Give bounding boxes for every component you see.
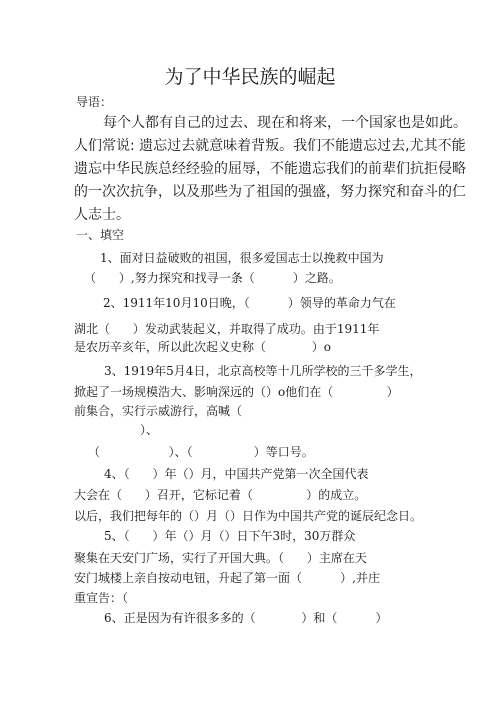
page-title: 为了中华民族的崛起: [164, 66, 336, 88]
question-line: （ ）,努力探究和找寻一条（ ）之路。: [84, 271, 341, 285]
question-line: 5、（ ）年（）月（）日下午3时，30万群众: [104, 529, 356, 543]
question-line: 3、1919年5月4日，北京高校等十几所学校的三千多学生，: [104, 364, 422, 378]
question-line: 安门城楼上亲自按动电钮，升起了第一面（ ）,并庄: [74, 571, 380, 585]
question-line: 大会在（ ）召开，它标记着（ ）的成立。: [74, 488, 367, 502]
question-line: 重宣告：（: [74, 591, 129, 605]
question-line: 4、（ ）年（）月，中国共产党第一次全国代表: [104, 467, 369, 481]
question-line: （ ）、（ ）等口号。: [88, 445, 314, 459]
intro-line: 每个人都有自己的过去、现在和将来，一个国家也是如此。: [103, 115, 467, 131]
question-line: 湖北（ ）发动武装起义，并取得了成功。由于1911年: [74, 322, 380, 336]
intro-line: 人志士。: [74, 207, 130, 223]
question-line: 聚集在天安门广场，实行了开国大典。（ ）主席在天: [74, 551, 367, 565]
question-line: 2、1911年10月10日晚，（ ）领导的革命力气在: [103, 296, 396, 310]
question-line: 是农历辛亥年，所以此次起义史称（ ）o: [74, 340, 331, 354]
intro-line: 遗忘中华民族总经经验的屈辱，不能遗忘我们的前辈们抗拒侵略: [74, 161, 466, 177]
section-heading: 一、填空: [76, 228, 125, 242]
question-line: 掀起了一场规模浩大、影响深远的（）o他们在（ ）: [74, 385, 399, 399]
intro-line: 的一次次抗争，以及那些为了祖国的强盛，努力探究和奋斗的仁: [74, 184, 466, 200]
intro-label: 导语：: [76, 95, 113, 109]
question-line: 1、面对日益破败的祖国，很多爱国志士以挽救中国为: [100, 251, 384, 265]
question-line: 前集合，实行示威游行，高喊（: [74, 404, 243, 418]
intro-line: 人们常说: 遗忘过去就意味着背叛。我们不能遗忘过去,尤其不能: [74, 138, 466, 154]
question-line: 以后，我们把每年的（）月（）日作为中国共产党的诞辰纪念日。: [74, 509, 423, 523]
question-line: 6、正是因为有许很多多的（ ）和（ ）: [104, 611, 388, 625]
question-line: ）、: [140, 423, 159, 437]
